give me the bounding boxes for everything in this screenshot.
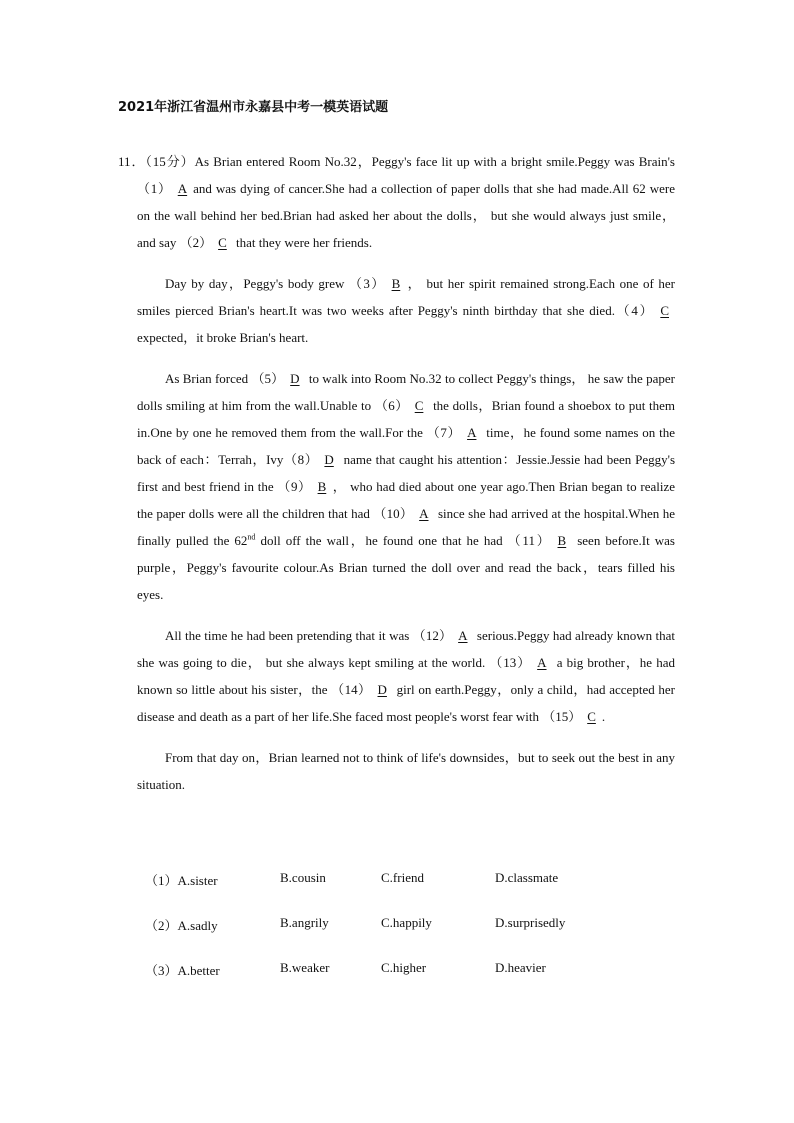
passage-text: the dolls，Brian found a shoebox to put them in.One by one he removed them from the wall.For the （7）: [137, 398, 675, 440]
paragraph-4: [137, 622, 675, 730]
answer-blank-15: C: [587, 709, 596, 724]
passage-text: serious.Peggy had already known that she was going to die， but she always kept smiling at the world. （13）: [137, 628, 675, 670]
passage-text: All the time he had been pretending that it was （12）: [165, 628, 453, 643]
option-2c: C.happily: [381, 915, 432, 930]
paragraph-5: From that day on，Brian learned not to think of life's downsides，but to seek out the best in any situation.: [137, 750, 675, 792]
answer-blank-13: A: [537, 655, 547, 670]
option-row-2: [145, 915, 665, 960]
question-number: 11．（15分）: [118, 154, 195, 169]
option-row-1: [145, 870, 665, 915]
answer-options: [145, 870, 665, 1005]
passage-text: ， but her spirit remained strong.Each one of her smiles pierced Brian's heart.It was two weeks after Peggy's ninth birthday that she died.（4）: [137, 276, 675, 318]
answer-blank-4: C: [660, 303, 669, 318]
answer-blank-12: A: [458, 628, 468, 643]
option-3d: D.heavier: [495, 960, 546, 975]
answer-blank-7: A: [467, 425, 477, 440]
passage-text: As Brian forced （5）: [165, 371, 285, 386]
passage-text: to walk into Room No.32 to collect Peggy's things， he saw the paper dolls smiling at him from the wall.Unable to （6）: [137, 371, 675, 413]
answer-blank-9: B: [317, 479, 327, 494]
document-title: 2021年浙江省温州市永嘉县中考一模英语试题: [118, 100, 389, 115]
paragraph-2: [137, 270, 675, 351]
passage-text: girl on earth.Peggy，only a child，had accepted her disease and death as a part of her life.She faced most people's worst fear with （15）: [137, 682, 675, 724]
passage-text: and was dying of cancer.She had a collection of paper dolls that she had made.All 62 were on the wall behind her bed.Brian had asked her about the dolls， but she would always just smile，and say （2）: [137, 181, 675, 250]
passage-text: doll off the wall，he found one that he had （11）: [255, 533, 552, 548]
passage-text: seen before.It was purple，Peggy's favourite colour.As Brian turned the doll over and read the back，tears filled his eyes.: [137, 533, 675, 602]
option-2d: D.surprisedly: [495, 915, 566, 930]
answer-blank-11: B: [557, 533, 567, 548]
passage-text: since she had arrived at the hospital.When he finally pulled the 62: [137, 506, 675, 548]
answer-blank-5: D: [290, 371, 300, 386]
passage-text: Day by day，Peggy's body grew （3）: [165, 276, 386, 291]
passage-text: expected，it broke Brian's heart.: [137, 330, 309, 345]
passage-text: name that caught his attention：Jessie.Jessie had been Peggy's first and best friend in the （9）: [137, 452, 675, 494]
option-3a: （3）A.better: [145, 963, 220, 978]
passage-text: time，he found some names on the back of each：Terrah，Ivy（8）: [137, 425, 675, 467]
option-1d: D.classmate: [495, 870, 559, 885]
answer-blank-8: D: [324, 452, 334, 467]
passage-text: that they were her friends.: [232, 235, 373, 250]
passage: [118, 148, 676, 812]
answer-blank-10: A: [419, 506, 429, 521]
passage-text: a big brother，he had known so little about his sister，the （14）: [137, 655, 675, 697]
option-1b: B.cousin: [280, 870, 326, 885]
answer-blank-2: C: [218, 235, 227, 250]
answer-blank-1: A: [177, 181, 188, 196]
option-1a: （1）A.sister: [145, 873, 218, 888]
paragraph-1: [118, 148, 675, 256]
answer-blank-6: C: [414, 398, 424, 413]
ordinal-suffix: nd: [247, 532, 256, 542]
answer-blank-3: B: [391, 276, 401, 291]
option-1c: C.friend: [381, 870, 424, 885]
passage-text: .: [601, 709, 606, 724]
option-3b: B.weaker: [280, 960, 330, 975]
option-2a: （2）A.sadly: [145, 918, 218, 933]
option-2b: B.angrily: [280, 915, 329, 930]
passage-text: As Brian entered Room No.32，Peggy's face lit up with a bright smile.Peggy was Brain's （1）: [137, 154, 675, 196]
paragraph-3: [137, 365, 675, 608]
answer-blank-14: D: [377, 682, 387, 697]
option-row-3: [145, 960, 665, 1005]
passage-text: ， who had died about one year ago.Then Brian began to realize the paper dolls were all the children that had （10）: [137, 479, 676, 521]
option-3c: C.higher: [381, 960, 427, 975]
